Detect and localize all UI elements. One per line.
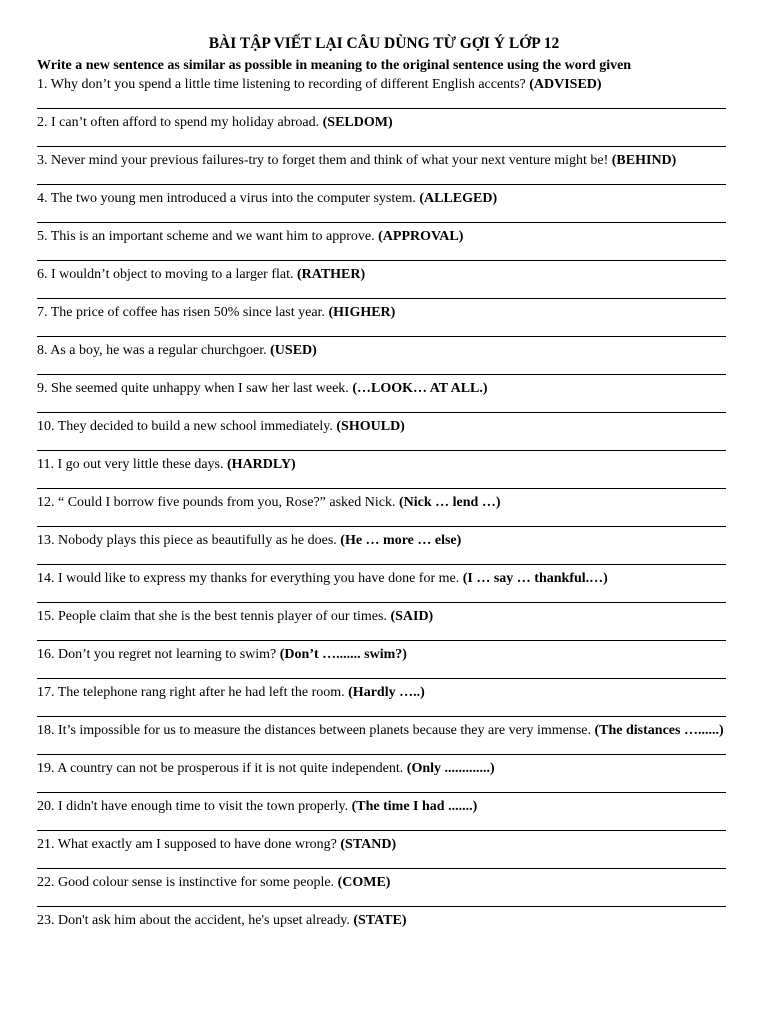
question-item (37, 607, 731, 641)
question-item (37, 683, 731, 717)
answer-line[interactable] (37, 716, 726, 717)
question-sentence: It’s impossible for us to measure the distances between planets because they are very immense. (58, 723, 591, 738)
question-sentence: The two young men introduced a virus into the computer system. (50, 191, 416, 206)
question-item (37, 417, 731, 451)
question-text (37, 797, 731, 816)
question-text (37, 303, 731, 322)
answer-line[interactable] (37, 906, 726, 907)
question-text (37, 455, 731, 474)
answer-line[interactable] (37, 792, 726, 793)
question-sentence: She seemed quite unhappy when I saw her last week. (51, 381, 349, 396)
answer-line[interactable] (37, 146, 726, 147)
question-sentence: I wouldn’t object to moving to a larger flat. (51, 267, 294, 282)
question-sentence: Nobody plays this piece as beautifully as he does. (58, 533, 337, 548)
question-text (37, 873, 731, 892)
question-item (37, 797, 731, 831)
question-number: 19. (37, 761, 55, 776)
question-item (37, 75, 731, 109)
question-text (37, 417, 731, 436)
question-number: 21. (37, 837, 55, 852)
question-number: 16. (37, 647, 55, 662)
question-hint: (ADVISED) (529, 77, 602, 92)
question-item (37, 911, 731, 930)
question-hint: (I … say … thankful.…) (462, 571, 608, 586)
question-item (37, 531, 731, 565)
question-item (37, 227, 731, 261)
question-sentence: Don't ask him about the accident, he's upset already. (58, 913, 350, 928)
question-text (37, 607, 731, 626)
answer-line[interactable] (37, 336, 726, 337)
question-hint: (HIGHER) (328, 305, 396, 320)
question-hint: (HARDLY) (227, 457, 296, 472)
answer-line[interactable] (37, 488, 726, 489)
question-number: 12. (37, 495, 55, 510)
question-hint: (Nick … lend …) (398, 495, 501, 510)
question-item (37, 493, 731, 527)
question-text (37, 683, 731, 702)
question-sentence: “ Could I borrow five pounds from you, Rose?” asked Nick. (58, 495, 396, 510)
question-number: 15. (37, 609, 55, 624)
question-sentence: I go out very little these days. (57, 457, 224, 472)
question-text (37, 493, 731, 512)
question-item (37, 873, 731, 907)
question-hint: (USED) (270, 343, 317, 358)
question-number: 11. (37, 457, 54, 472)
question-sentence: Good colour sense is instinctive for some people. (58, 875, 335, 890)
question-number: 2. (37, 115, 48, 130)
question-text (37, 227, 731, 246)
question-text (37, 113, 731, 132)
question-sentence: Don’t you regret not learning to swim? (58, 647, 277, 662)
question-text (37, 341, 731, 360)
answer-line[interactable] (37, 374, 726, 375)
question-number: 6. (37, 267, 48, 282)
question-number: 1. (37, 77, 48, 92)
question-number: 18. (37, 723, 55, 738)
question-number: 3. (37, 153, 48, 168)
question-text (37, 531, 731, 550)
question-sentence: A country can not be prosperous if it is not quite independent. (57, 761, 404, 776)
question-number: 5. (37, 229, 48, 244)
question-hint: (SHOULD) (336, 419, 405, 434)
question-item (37, 151, 731, 185)
question-hint: (STAND) (340, 837, 397, 852)
answer-line[interactable] (37, 868, 726, 869)
question-sentence: The telephone rang right after he had left the room. (57, 685, 345, 700)
question-text (37, 645, 731, 664)
question-number: 10. (37, 419, 55, 434)
question-item (37, 645, 731, 679)
question-item (37, 455, 731, 489)
question-number: 17. (37, 685, 55, 700)
answer-line[interactable] (37, 754, 726, 755)
answer-line[interactable] (37, 526, 726, 527)
question-text (37, 75, 731, 94)
worksheet-title: BÀI TẬP VIẾT LẠI CÂU DÙNG TỪ GỢI Ý LỚP 12 (208, 35, 560, 52)
question-item (37, 379, 731, 413)
question-number: 23. (37, 913, 55, 928)
question-hint: (SAID) (390, 609, 434, 624)
question-hint: (ALLEGED) (419, 191, 498, 206)
question-sentence: I would like to express my thanks for everything you have done for me. (58, 571, 460, 586)
question-hint: (APPROVAL) (378, 229, 464, 244)
question-hint: (The time I had .......) (351, 799, 478, 814)
answer-line[interactable] (37, 260, 726, 261)
question-list (37, 75, 731, 930)
question-hint: (SELDOM) (322, 115, 393, 130)
question-hint: (The distances …......) (594, 723, 724, 738)
question-sentence: I didn't have enough time to visit the town properly. (58, 799, 349, 814)
answer-line[interactable] (37, 108, 726, 109)
question-item (37, 341, 731, 375)
question-text (37, 265, 731, 284)
question-text (37, 151, 731, 170)
question-sentence: As a boy, he was a regular churchgoer. (50, 343, 267, 358)
question-item (37, 113, 731, 147)
question-sentence: Why don’t you spend a little time listening to recording of different English accents? (50, 77, 526, 92)
question-number: 9. (37, 381, 48, 396)
question-text (37, 721, 731, 740)
question-text (37, 569, 731, 588)
answer-line[interactable] (37, 830, 726, 831)
question-number: 4. (37, 191, 48, 206)
answer-line[interactable] (37, 640, 726, 641)
question-sentence: The price of coffee has risen 50% since last year. (50, 305, 325, 320)
question-sentence: This is an important scheme and we want him to approve. (50, 229, 375, 244)
question-hint: (Only .............) (406, 761, 495, 776)
instructions: Write a new sentence as similar as possible in meaning to the original sentence using the word given (37, 58, 632, 73)
question-hint: (STATE) (353, 913, 407, 928)
question-hint: (He … more … else) (340, 533, 462, 548)
question-sentence: They decided to build a new school immediately. (57, 419, 333, 434)
question-text (37, 911, 731, 930)
answer-line[interactable] (37, 298, 726, 299)
question-number: 14. (37, 571, 55, 586)
question-sentence: I can’t often afford to spend my holiday abroad. (51, 115, 320, 130)
answer-line[interactable] (37, 450, 726, 451)
question-item (37, 189, 731, 223)
answer-line[interactable] (37, 412, 726, 413)
question-item (37, 759, 731, 793)
question-number: 20. (37, 799, 55, 814)
question-item (37, 569, 731, 603)
answer-line[interactable] (37, 222, 726, 223)
question-number: 8. (37, 343, 48, 358)
answer-line[interactable] (37, 184, 726, 185)
question-sentence: Never mind your previous failures-try to forget them and think of what your next venture might be! (51, 153, 609, 168)
question-number: 13. (37, 533, 55, 548)
question-hint: (Don’t …....... swim?) (279, 647, 407, 662)
question-sentence: People claim that she is the best tennis player of our times. (58, 609, 387, 624)
answer-line[interactable] (37, 564, 726, 565)
question-hint: (Hardly …..) (348, 685, 425, 700)
question-item (37, 835, 731, 869)
question-text (37, 189, 731, 208)
question-hint: (COME) (337, 875, 391, 890)
answer-line[interactable] (37, 678, 726, 679)
question-hint: (…LOOK… AT ALL.) (352, 381, 488, 396)
question-hint: (BEHIND) (611, 153, 677, 168)
question-sentence: What exactly am I supposed to have done wrong? (57, 837, 337, 852)
answer-line[interactable] (37, 602, 726, 603)
question-text (37, 379, 731, 398)
question-item (37, 265, 731, 299)
question-text (37, 835, 731, 854)
question-item (37, 721, 731, 755)
question-hint: (RATHER) (296, 267, 366, 282)
question-text (37, 759, 731, 778)
question-number: 7. (37, 305, 48, 320)
question-number: 22. (37, 875, 55, 890)
question-item (37, 303, 731, 337)
